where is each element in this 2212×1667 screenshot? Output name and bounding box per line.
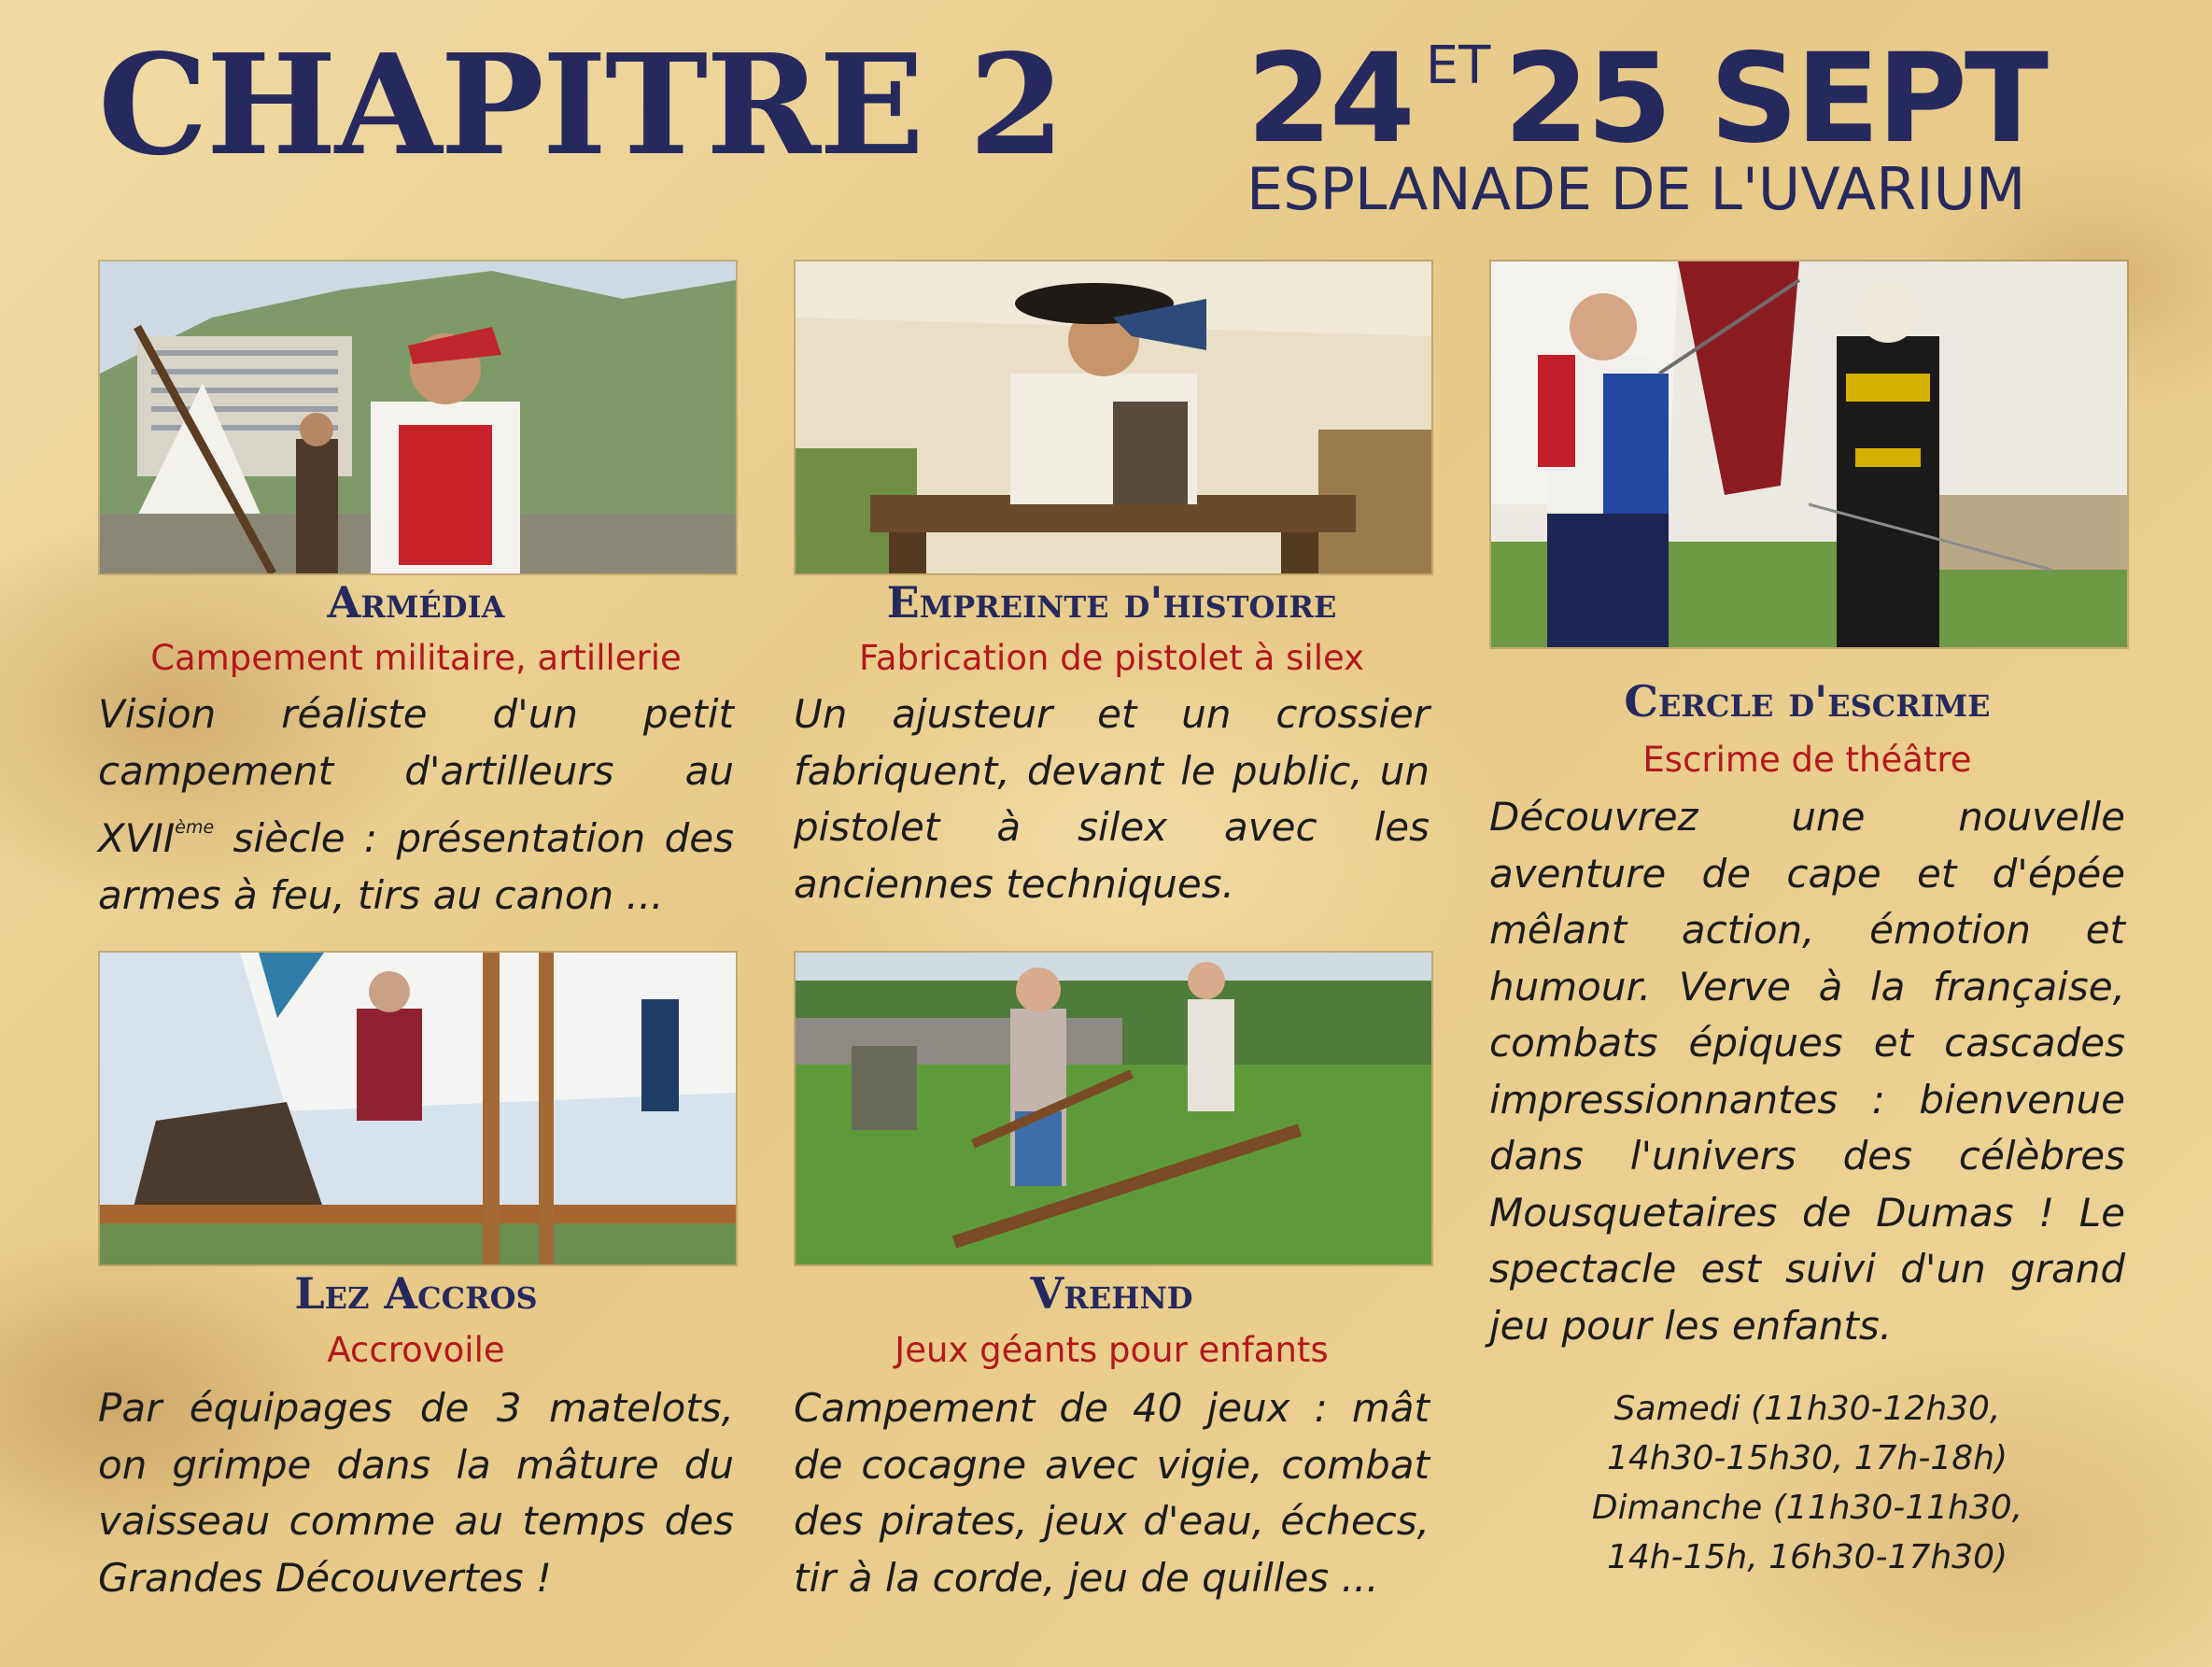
activity-name-escrime: Cercle d'escrime bbox=[1624, 676, 1991, 727]
musketeer-fencing-photo bbox=[1489, 260, 2129, 649]
date-day-2-month: 25 SEPT bbox=[1503, 27, 2046, 171]
description-text: Vision réaliste d'un petit campement d'artilleurs au XVII bbox=[98, 691, 734, 861]
date-day-1: 24 bbox=[1247, 27, 1413, 171]
schedule-line: Dimanche (11h30-11h30, bbox=[1591, 1489, 2023, 1527]
ship-mast-climbing-photo bbox=[98, 951, 738, 1266]
activity-subtitle-lez-accros: Accrovoile bbox=[327, 1330, 505, 1370]
activity-subtitle-escrime: Escrime de théâtre bbox=[1642, 740, 1972, 780]
activity-description-vrehnd: Campement de 40 jeux : mât de cocagne avec vigie, combat des pirates, jeux d'eau, échecs, tir à la corde, jeu de quilles ... bbox=[794, 1385, 1430, 1601]
activity-description-empreinte: Un ajusteur et un crossier fabriquent, devant le public, un pistolet à silex avec les anciennes techniques. bbox=[794, 691, 1430, 907]
children-giant-games-photo bbox=[794, 951, 1433, 1266]
activity-name-empreinte: Empreinte d'histoire bbox=[886, 577, 1337, 628]
performance-schedule bbox=[1489, 1384, 2125, 1582]
schedule-line: Samedi (11h30-12h30, bbox=[1613, 1390, 2001, 1428]
activity-name-vrehnd: Vrehnd bbox=[1030, 1268, 1193, 1319]
description-text-continued: siècle : présentation des armes à feu, tirs au canon ... bbox=[98, 815, 734, 918]
activity-subtitle-armedia: Campement militaire, artillerie bbox=[150, 638, 682, 678]
activity-description-armedia bbox=[98, 686, 734, 924]
activity-subtitle-empreinte: Fabrication de pistolet à silex bbox=[859, 638, 1364, 678]
schedule-line: 14h30-15h30, 17h-18h) bbox=[1606, 1439, 2008, 1477]
date-connector: ET bbox=[1425, 35, 1491, 96]
reenactor-artillery-camp-photo bbox=[98, 260, 738, 575]
schedule-line: 14h-15h, 16h30-17h30) bbox=[1606, 1538, 2008, 1576]
event-dates bbox=[1247, 27, 2046, 171]
activity-name-armedia: Armédia bbox=[327, 577, 505, 628]
page-title: CHAPITRE 2 bbox=[98, 23, 1064, 186]
description-superscript: ème bbox=[175, 817, 215, 838]
activity-subtitle-vrehnd: Jeux géants pour enfants bbox=[895, 1330, 1329, 1370]
activity-description-escrime: Découvrez une nouvelle aventure de cape et d'épée mêlant action, émotion et humour. Verve à la française, combats épiques et cascades impressionnantes : bienvenue dans l'univers des célèbres Mousquetaires de Dumas ! Le spectacle est suivi d'un grand jeu pour les enfants. bbox=[1489, 794, 2125, 1349]
gunsmith-workshop-photo bbox=[794, 260, 1433, 575]
event-venue: ESPLANADE DE L'UVARIUM bbox=[1247, 155, 2026, 223]
activity-name-lez-accros: Lez Accros bbox=[294, 1268, 538, 1319]
activity-description-lez-accros: Par équipages de 3 matelots, on grimpe dans la mâture du vaisseau comme au temps des Grandes Découvertes ! bbox=[98, 1385, 734, 1601]
